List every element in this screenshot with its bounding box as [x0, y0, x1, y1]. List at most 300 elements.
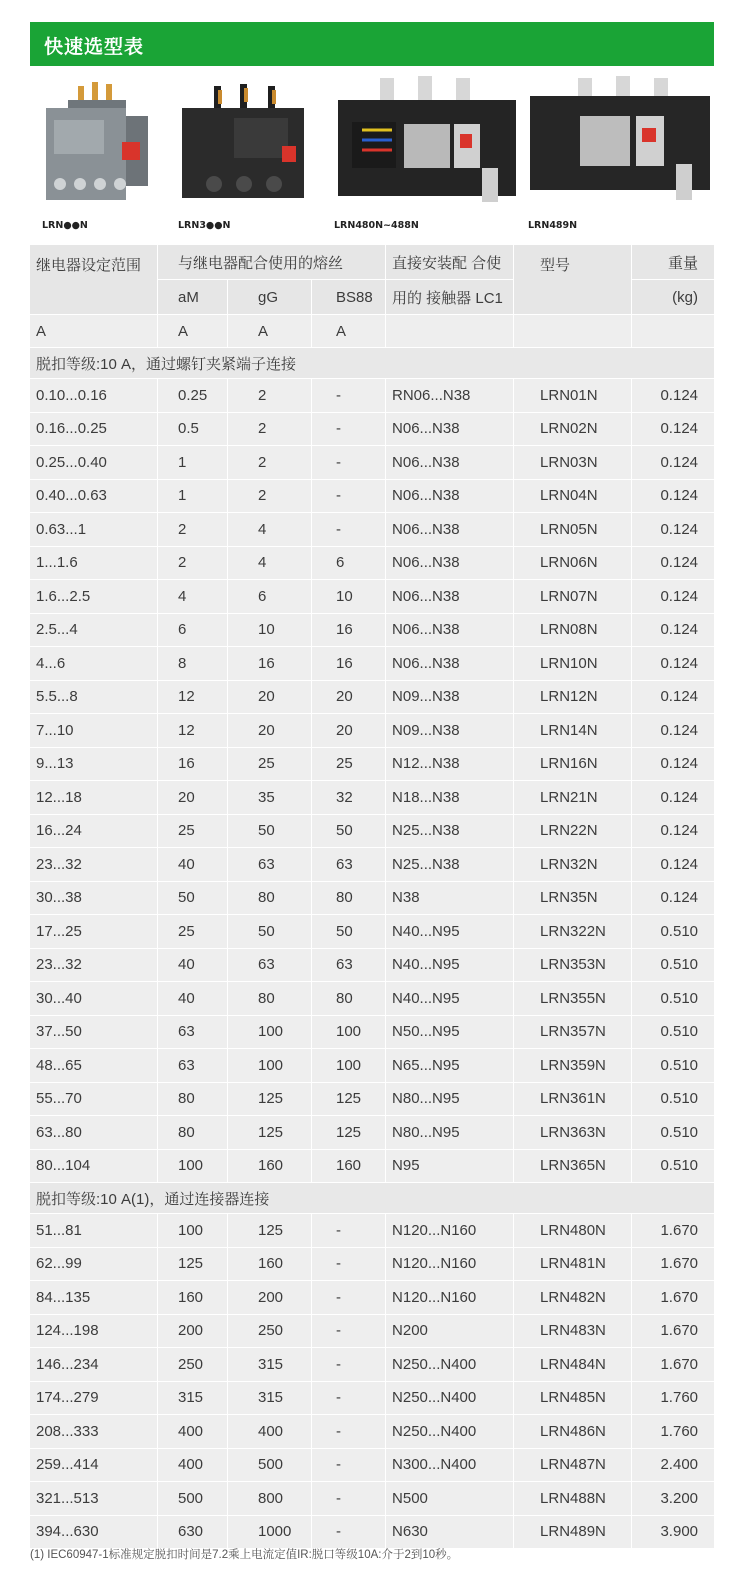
cell-weight: 0.124: [632, 446, 714, 479]
cell-gg: 125: [228, 1214, 312, 1247]
cell-weight: 3.200: [632, 1482, 714, 1515]
cell-bs88: 125: [312, 1116, 386, 1149]
cell-gg: 500: [228, 1449, 312, 1482]
cell-am: 160: [158, 1281, 228, 1314]
cell-bs88: 6: [312, 547, 386, 580]
cell-bs88: -: [312, 1516, 386, 1549]
cell-contactor: N38: [386, 882, 514, 915]
cell-am: 2: [158, 547, 228, 580]
cell-contactor: N09...N38: [386, 681, 514, 714]
cell-weight: 0.124: [632, 379, 714, 412]
cell-bs88: -: [312, 379, 386, 412]
cell-contactor: N120...N160: [386, 1248, 514, 1281]
cell-range: 30...40: [30, 982, 158, 1015]
cell-contactor: N120...N160: [386, 1281, 514, 1314]
cell-range: 2.5...4: [30, 614, 158, 647]
cell-weight: 0.510: [632, 1150, 714, 1183]
table-row: [30, 513, 714, 546]
cell-weight: 1.670: [632, 1248, 714, 1281]
cell-model: LRN355N: [514, 982, 632, 1015]
cell-contactor: N250...N400: [386, 1348, 514, 1381]
cell-range: 1.6...2.5: [30, 580, 158, 613]
cell-contactor: N06...N38: [386, 446, 514, 479]
cell-model: LRN12N: [514, 681, 632, 714]
unit-gg: A: [228, 315, 312, 347]
cell-range: 0.16...0.25: [30, 413, 158, 446]
table-row: [30, 379, 714, 412]
product-lrn: [40, 72, 160, 242]
cell-am: 40: [158, 848, 228, 881]
relay-small-image: [40, 72, 160, 217]
cell-weight: 1.670: [632, 1315, 714, 1348]
cell-am: 50: [158, 882, 228, 915]
table-row: [30, 915, 714, 948]
table-row: [30, 1516, 714, 1549]
cell-range: 146...234: [30, 1348, 158, 1381]
cell-range: 394...630: [30, 1516, 158, 1549]
cell-model: LRN14N: [514, 714, 632, 747]
cell-gg: 100: [228, 1049, 312, 1082]
cell-gg: 50: [228, 915, 312, 948]
cell-weight: 0.124: [632, 714, 714, 747]
cell-weight: 0.510: [632, 1083, 714, 1116]
cell-bs88: -: [312, 1449, 386, 1482]
cell-bs88: 25: [312, 748, 386, 781]
header-model: 型号: [514, 245, 632, 314]
cell-bs88: -: [312, 513, 386, 546]
cell-range: 124...198: [30, 1315, 158, 1348]
cell-model: LRN22N: [514, 815, 632, 848]
cell-gg: 800: [228, 1482, 312, 1515]
cell-am: 40: [158, 982, 228, 1015]
cell-model: LRN32N: [514, 848, 632, 881]
cell-weight: 2.400: [632, 1449, 714, 1482]
product-lrn489: [528, 72, 714, 242]
table-row: [30, 580, 714, 613]
cell-bs88: 100: [312, 1016, 386, 1049]
cell-bs88: -: [312, 1482, 386, 1515]
cell-gg: 25: [228, 748, 312, 781]
cell-weight: 0.510: [632, 1049, 714, 1082]
cell-gg: 200: [228, 1281, 312, 1314]
cell-range: 55...70: [30, 1083, 158, 1116]
cell-range: 12...18: [30, 781, 158, 814]
cell-gg: 315: [228, 1348, 312, 1381]
cell-contactor: N12...N38: [386, 748, 514, 781]
cell-weight: 0.510: [632, 915, 714, 948]
cell-am: 20: [158, 781, 228, 814]
table-row: [30, 781, 714, 814]
cell-am: 80: [158, 1083, 228, 1116]
cell-am: 200: [158, 1315, 228, 1348]
cell-gg: 63: [228, 848, 312, 881]
cell-contactor: N40...N95: [386, 949, 514, 982]
cell-gg: 10: [228, 614, 312, 647]
cell-gg: 4: [228, 513, 312, 546]
table-row: [30, 446, 714, 479]
cell-contactor: N250...N400: [386, 1382, 514, 1415]
table-row: [30, 1348, 714, 1381]
cell-gg: 50: [228, 815, 312, 848]
cell-contactor: RN06...N38: [386, 379, 514, 412]
cell-weight: 0.124: [632, 848, 714, 881]
cell-gg: 315: [228, 1382, 312, 1415]
cell-am: 25: [158, 915, 228, 948]
cell-range: 17...25: [30, 915, 158, 948]
cell-model: LRN480N: [514, 1214, 632, 1247]
cell-am: 100: [158, 1150, 228, 1183]
cell-am: 630: [158, 1516, 228, 1549]
table-row: [30, 1315, 714, 1348]
cell-range: 1...1.6: [30, 547, 158, 580]
cell-weight: 0.510: [632, 1016, 714, 1049]
cell-am: 4: [158, 580, 228, 613]
product-images: [30, 72, 714, 242]
cell-range: 63...80: [30, 1116, 158, 1149]
cell-gg: 4: [228, 547, 312, 580]
cell-contactor: N40...N95: [386, 915, 514, 948]
cell-range: 23...32: [30, 949, 158, 982]
cell-weight: 0.124: [632, 480, 714, 513]
cell-weight: 0.124: [632, 580, 714, 613]
header-weight-unit: (kg): [632, 280, 714, 314]
cell-range: 5.5...8: [30, 681, 158, 714]
cell-model: LRN01N: [514, 379, 632, 412]
cell-gg: 400: [228, 1415, 312, 1448]
cell-model: LRN485N: [514, 1382, 632, 1415]
selection-table: [30, 244, 714, 1549]
table-row: [30, 982, 714, 1015]
header-weight: 重量: [632, 245, 714, 279]
cell-range: 7...10: [30, 714, 158, 747]
cell-contactor: N250...N400: [386, 1415, 514, 1448]
cell-gg: 63: [228, 949, 312, 982]
cell-contactor: N06...N38: [386, 547, 514, 580]
cell-am: 0.5: [158, 413, 228, 446]
cell-weight: 0.510: [632, 982, 714, 1015]
section-header: [30, 1183, 714, 1213]
cell-am: 100: [158, 1214, 228, 1247]
cell-gg: 250: [228, 1315, 312, 1348]
table-row: [30, 1214, 714, 1247]
cell-weight: 0.124: [632, 681, 714, 714]
cell-contactor: N95: [386, 1150, 514, 1183]
cell-range: 23...32: [30, 848, 158, 881]
product-lrn480: [332, 72, 522, 242]
cell-gg: 35: [228, 781, 312, 814]
cell-model: LRN03N: [514, 446, 632, 479]
cell-weight: 1.760: [632, 1415, 714, 1448]
cell-contactor: N200: [386, 1315, 514, 1348]
cell-am: 400: [158, 1449, 228, 1482]
cell-bs88: -: [312, 1348, 386, 1381]
cell-range: 51...81: [30, 1214, 158, 1247]
cell-gg: 160: [228, 1150, 312, 1183]
cell-weight: 0.124: [632, 547, 714, 580]
cell-range: 48...65: [30, 1049, 158, 1082]
table-row: [30, 848, 714, 881]
cell-bs88: -: [312, 413, 386, 446]
section-title: 脱扣等级:10 A(1)，通过连接器连接: [30, 1183, 714, 1213]
cell-weight: 0.124: [632, 815, 714, 848]
cell-bs88: 63: [312, 949, 386, 982]
cell-range: 37...50: [30, 1016, 158, 1049]
header-am: aM: [158, 280, 228, 314]
cell-am: 1: [158, 480, 228, 513]
table-row: [30, 815, 714, 848]
table-row: [30, 480, 714, 513]
header-range: 继电器设定范围: [30, 245, 158, 314]
table-row: [30, 748, 714, 781]
cell-bs88: 16: [312, 614, 386, 647]
cell-am: 6: [158, 614, 228, 647]
cell-contactor: N09...N38: [386, 714, 514, 747]
cell-range: 80...104: [30, 1150, 158, 1183]
cell-bs88: -: [312, 1415, 386, 1448]
cell-contactor: N06...N38: [386, 513, 514, 546]
cell-range: 208...333: [30, 1415, 158, 1448]
cell-am: 25: [158, 815, 228, 848]
cell-weight: 1.670: [632, 1214, 714, 1247]
header-gg: gG: [228, 280, 312, 314]
cell-model: LRN361N: [514, 1083, 632, 1116]
unit-bs88: A: [312, 315, 386, 347]
cell-contactor: N06...N38: [386, 580, 514, 613]
cell-weight: 0.124: [632, 748, 714, 781]
table-row: [30, 1415, 714, 1448]
cell-contactor: N06...N38: [386, 614, 514, 647]
cell-gg: 80: [228, 882, 312, 915]
cell-contactor: N630: [386, 1516, 514, 1549]
cell-model: LRN07N: [514, 580, 632, 613]
cell-bs88: -: [312, 1248, 386, 1281]
cell-model: LRN489N: [514, 1516, 632, 1549]
page-title: 快速选型表: [44, 36, 145, 58]
cell-am: 8: [158, 647, 228, 680]
cell-model: LRN482N: [514, 1281, 632, 1314]
cell-weight: 0.124: [632, 413, 714, 446]
cell-am: 315: [158, 1382, 228, 1415]
cell-bs88: -: [312, 480, 386, 513]
cell-contactor: N120...N160: [386, 1214, 514, 1247]
cell-range: 30...38: [30, 882, 158, 915]
unit-range: A: [30, 315, 158, 347]
cell-model: LRN322N: [514, 915, 632, 948]
cell-bs88: 80: [312, 882, 386, 915]
cell-model: LRN08N: [514, 614, 632, 647]
cell-range: 0.40...0.63: [30, 480, 158, 513]
cell-model: LRN35N: [514, 882, 632, 915]
table-row: [30, 1449, 714, 1482]
cell-weight: 1.670: [632, 1348, 714, 1381]
cell-model: LRN486N: [514, 1415, 632, 1448]
cell-gg: 160: [228, 1248, 312, 1281]
cell-contactor: N500: [386, 1482, 514, 1515]
title-banner: [30, 22, 714, 66]
cell-model: LRN487N: [514, 1449, 632, 1482]
cell-am: 16: [158, 748, 228, 781]
cell-contactor: N50...N95: [386, 1016, 514, 1049]
cell-gg: 20: [228, 681, 312, 714]
header-fuse: 与继电器配合使用的熔丝: [158, 245, 386, 279]
table-row: [30, 1248, 714, 1281]
cell-model: LRN481N: [514, 1248, 632, 1281]
cell-gg: 20: [228, 714, 312, 747]
cell-am: 12: [158, 714, 228, 747]
cell-range: 174...279: [30, 1382, 158, 1415]
cell-gg: 2: [228, 446, 312, 479]
table-row: [30, 714, 714, 747]
cell-gg: 2: [228, 413, 312, 446]
table-row: [30, 1482, 714, 1515]
product-lrn3-label: LRN3●●N: [178, 220, 231, 231]
product-lrn3: [178, 72, 318, 242]
header-bs88: BS88: [312, 280, 386, 314]
header-contactor-line2: 用的 接触器 LC1: [386, 280, 514, 314]
cell-range: 84...135: [30, 1281, 158, 1314]
table-row: [30, 614, 714, 647]
cell-gg: 100: [228, 1016, 312, 1049]
cell-bs88: 125: [312, 1083, 386, 1116]
cell-model: LRN06N: [514, 547, 632, 580]
cell-range: 16...24: [30, 815, 158, 848]
cell-model: LRN357N: [514, 1016, 632, 1049]
section-title: 脱扣等级:10 A，通过螺钉夹紧端子连接: [30, 348, 714, 378]
footnote: (1) IEC60947-1标准规定脱扣时间是7.2乘上电流定值IR:脱口等级10A:介于2到10秒。: [30, 1549, 459, 1561]
cell-weight: 0.124: [632, 781, 714, 814]
cell-bs88: 63: [312, 848, 386, 881]
cell-range: 0.10...0.16: [30, 379, 158, 412]
cell-range: 9...13: [30, 748, 158, 781]
table-row: [30, 1116, 714, 1149]
cell-am: 80: [158, 1116, 228, 1149]
table-row: [30, 949, 714, 982]
cell-am: 0.25: [158, 379, 228, 412]
cell-model: LRN359N: [514, 1049, 632, 1082]
cell-am: 500: [158, 1482, 228, 1515]
cell-am: 2: [158, 513, 228, 546]
cell-gg: 16: [228, 647, 312, 680]
table-row: [30, 1016, 714, 1049]
table-row: [30, 647, 714, 680]
cell-range: 321...513: [30, 1482, 158, 1515]
section-header: [30, 348, 714, 378]
cell-model: LRN04N: [514, 480, 632, 513]
table-row: [30, 882, 714, 915]
cell-am: 1: [158, 446, 228, 479]
table-row: [30, 1083, 714, 1116]
cell-range: 0.25...0.40: [30, 446, 158, 479]
cell-contactor: N25...N38: [386, 848, 514, 881]
cell-weight: 0.510: [632, 949, 714, 982]
cell-contactor: N06...N38: [386, 647, 514, 680]
cell-am: 250: [158, 1348, 228, 1381]
cell-bs88: -: [312, 1315, 386, 1348]
table-row: [30, 547, 714, 580]
cell-model: LRN02N: [514, 413, 632, 446]
cell-model: LRN21N: [514, 781, 632, 814]
unit-empty: [632, 315, 714, 347]
cell-model: LRN16N: [514, 748, 632, 781]
unit-am: A: [158, 315, 228, 347]
cell-range: 0.63...1: [30, 513, 158, 546]
cell-bs88: -: [312, 446, 386, 479]
product-lrn-label: LRN●●N: [42, 220, 88, 231]
cell-am: 63: [158, 1016, 228, 1049]
cell-weight: 1.670: [632, 1281, 714, 1314]
cell-bs88: 10: [312, 580, 386, 613]
table-row: [30, 681, 714, 714]
cell-contactor: N300...N400: [386, 1449, 514, 1482]
unit-empty: [514, 315, 632, 347]
cell-contactor: N80...N95: [386, 1083, 514, 1116]
cell-contactor: N40...N95: [386, 982, 514, 1015]
cell-model: LRN488N: [514, 1482, 632, 1515]
table-row: [30, 1382, 714, 1415]
table-row: [30, 1150, 714, 1183]
cell-bs88: 160: [312, 1150, 386, 1183]
cell-contactor: N25...N38: [386, 815, 514, 848]
cell-range: 62...99: [30, 1248, 158, 1281]
cell-gg: 6: [228, 580, 312, 613]
table-row: [30, 413, 714, 446]
cell-gg: 2: [228, 379, 312, 412]
cell-bs88: 100: [312, 1049, 386, 1082]
header-contactor-line1: 直接安装配 合使: [386, 245, 514, 279]
cell-bs88: 20: [312, 714, 386, 747]
cell-weight: 0.124: [632, 647, 714, 680]
cell-bs88: -: [312, 1281, 386, 1314]
cell-contactor: N80...N95: [386, 1116, 514, 1149]
cell-model: LRN05N: [514, 513, 632, 546]
cell-am: 63: [158, 1049, 228, 1082]
cell-gg: 80: [228, 982, 312, 1015]
table-body: [30, 348, 714, 1548]
cell-gg: 2: [228, 480, 312, 513]
cell-bs88: 32: [312, 781, 386, 814]
product-lrn489-label: LRN489N: [528, 220, 578, 231]
cell-bs88: -: [312, 1382, 386, 1415]
relay-large-image: [332, 72, 522, 217]
cell-model: LRN484N: [514, 1348, 632, 1381]
cell-model: LRN363N: [514, 1116, 632, 1149]
cell-bs88: 16: [312, 647, 386, 680]
cell-bs88: 50: [312, 815, 386, 848]
cell-range: 259...414: [30, 1449, 158, 1482]
cell-weight: 0.124: [632, 513, 714, 546]
product-lrn480-label: LRN480N~488N: [334, 220, 419, 231]
cell-contactor: N06...N38: [386, 413, 514, 446]
cell-contactor: N06...N38: [386, 480, 514, 513]
cell-model: LRN353N: [514, 949, 632, 982]
cell-gg: 1000: [228, 1516, 312, 1549]
cell-am: 12: [158, 681, 228, 714]
cell-am: 400: [158, 1415, 228, 1448]
cell-bs88: 80: [312, 982, 386, 1015]
relay-xl-image: [528, 72, 714, 217]
table-row: [30, 1049, 714, 1082]
cell-contactor: N65...N95: [386, 1049, 514, 1082]
cell-am: 40: [158, 949, 228, 982]
cell-bs88: 50: [312, 915, 386, 948]
cell-bs88: 20: [312, 681, 386, 714]
unit-empty: [386, 315, 514, 347]
cell-weight: 1.760: [632, 1382, 714, 1415]
relay-medium-image: [178, 72, 318, 217]
cell-weight: 0.510: [632, 1116, 714, 1149]
cell-bs88: -: [312, 1214, 386, 1247]
cell-weight: 0.124: [632, 614, 714, 647]
